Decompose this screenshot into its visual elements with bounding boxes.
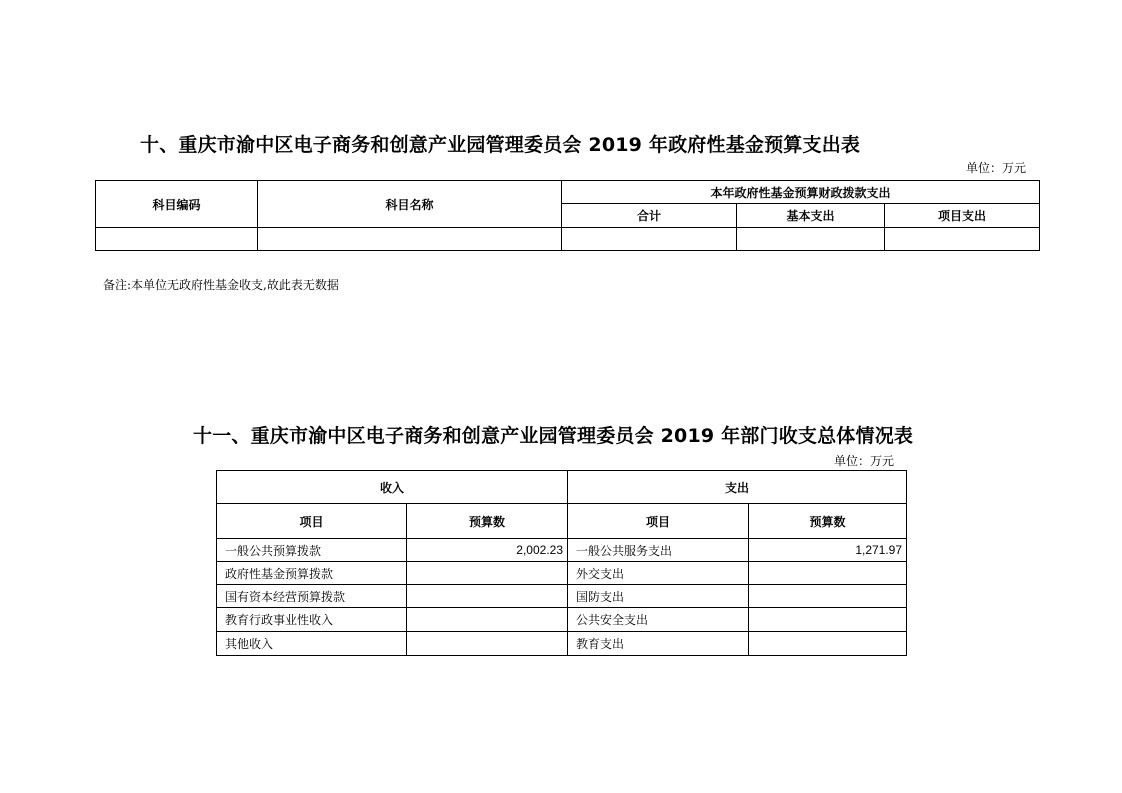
header-income-item: 项目 [217,504,407,539]
header-expense-budget: 预算数 [749,504,907,539]
income-item: 政府性基金预算拨款 [217,562,407,585]
empty-cell [562,228,737,251]
empty-cell [96,228,258,251]
header-fund-expenditure-group: 本年政府性基金预算财政拨款支出 [562,181,1040,204]
expense-item: 一般公共服务支出 [568,539,749,562]
income-amount [407,585,568,608]
section10-title: 十、重庆市渝中区电子商务和创意产业园管理委员会 2019 年政府性基金预算支出表 [140,134,861,156]
table-row [217,585,907,608]
section10-unit: 单位：万元 [966,161,1027,175]
expense-item: 外交支出 [568,562,749,585]
header-expense: 支出 [568,471,907,504]
empty-cell [885,228,1040,251]
expense-amount [749,608,907,632]
table-row [217,562,907,585]
expense-amount [749,585,907,608]
expense-amount [749,632,907,656]
expense-amount: 1,271.97 [749,539,907,562]
header-subject-code: 科目编码 [96,181,258,228]
header-project-expense: 项目支出 [885,204,1040,228]
empty-cell [737,228,885,251]
table-row [96,228,1040,251]
section10-note: 备注:本单位无政府性基金收支,故此表无数据 [103,278,339,292]
table-row [217,632,907,656]
expense-item: 教育支出 [568,632,749,656]
header-expense-item: 项目 [568,504,749,539]
section11-title: 十一、重庆市渝中区电子商务和创意产业园管理委员会 2019 年部门收支总体情况表 [193,425,914,447]
section11-unit: 单位：万元 [834,454,895,468]
table-row [217,608,907,632]
expense-amount [749,562,907,585]
department-income-expense-table [216,470,907,656]
income-item: 教育行政事业性收入 [217,608,407,632]
table-row [217,539,907,562]
header-subject-name: 科目名称 [258,181,562,228]
income-item: 一般公共预算拨款 [217,539,407,562]
income-amount [407,632,568,656]
header-income: 收入 [217,471,568,504]
empty-cell [258,228,562,251]
header-basic-expense: 基本支出 [737,204,885,228]
expense-item: 国防支出 [568,585,749,608]
income-amount [407,562,568,585]
header-income-budget: 预算数 [407,504,568,539]
government-fund-expenditure-table [95,180,1040,251]
income-amount: 2,002.23 [407,539,568,562]
income-item: 其他收入 [217,632,407,656]
expense-item: 公共安全支出 [568,608,749,632]
header-total: 合计 [562,204,737,228]
income-item: 国有资本经营预算拨款 [217,585,407,608]
income-amount [407,608,568,632]
